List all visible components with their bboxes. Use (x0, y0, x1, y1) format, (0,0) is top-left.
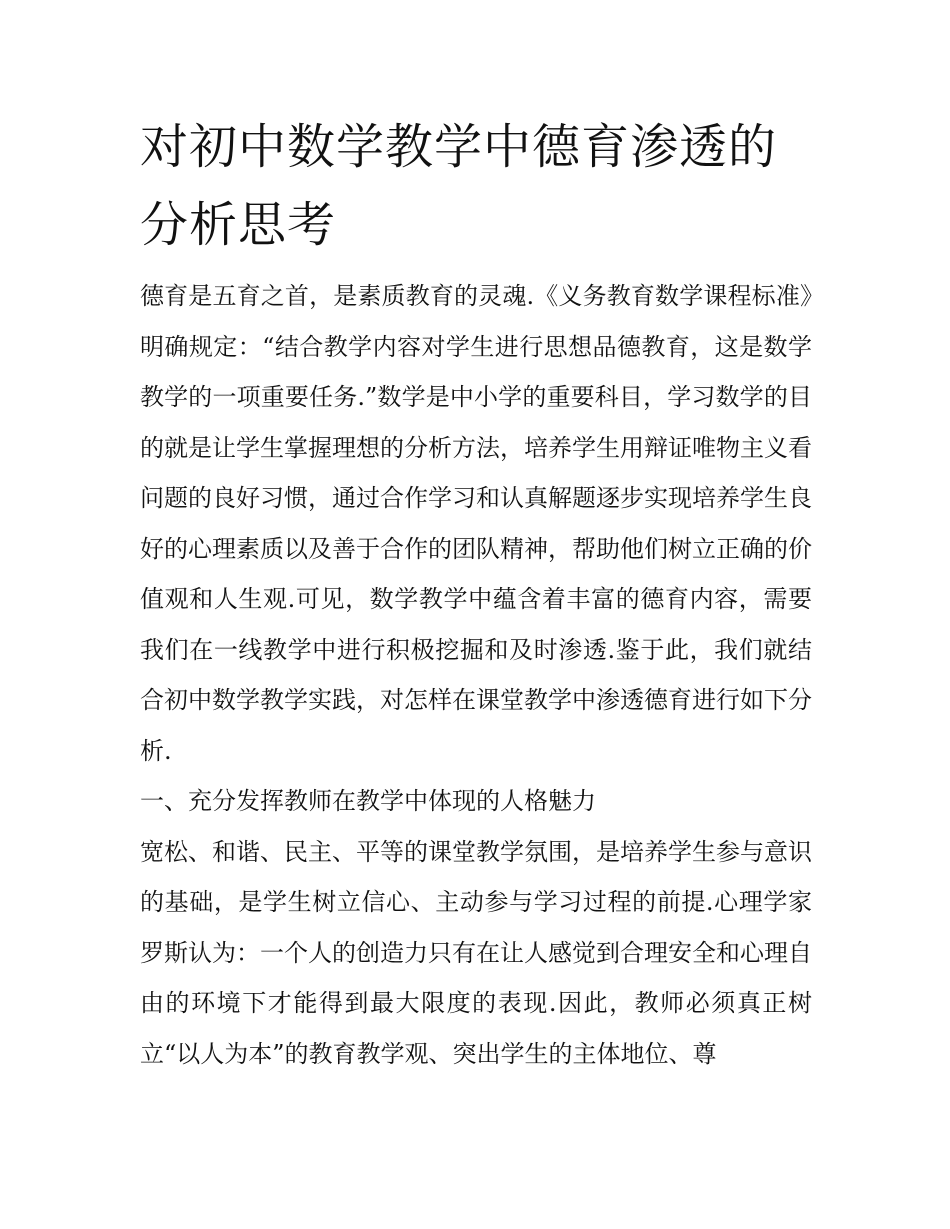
document-content (140, 108, 812, 1079)
document-title: 对初中数学教学中德育渗透的分析思考 (140, 119, 778, 253)
intro-paragraph: 德育是五育之首，是素质教育的灵魂.《义务教育数学课程标准》明确规定：“结合教学内容对学生进行思想品德教育，这是数学教学的一项重要任务.”数学是中小学的重要科目，学习数学的目的就是让学生掌握理想的分析方法，培养学生用辩证唯物主义看问题的良好习惯，通过合作学习和认真解题逐步实现培养学生良好的心理素质以及善于合作的团队精神，帮助他们树立正确的价值观和人生观.可见，数学教学中蕴含着丰富的德育内容，需要我们在一线教学中进行积极挖掘和及时渗透.鉴于此，我们就结合初中数学教学实践，对怎样在课堂教学中渗透德育进行如下分析. (140, 282, 812, 765)
section-paragraph: 宽松、和谐、民主、平等的课堂教学氛围，是培养学生参与意识的基础，是学生树立信心、主动参与学习过程的前提.心理学家罗斯认为：一个人的创造力只有在让人感觉到合理安全和心理自由的环境下才能得到最大限度的表现.因此，教师必须真正树立“以人为本”的教育教学观、突出学生的主体地位、尊 (140, 837, 812, 1068)
section-heading: 一、充分发挥教师在教学中体现的人格魅力 (140, 787, 596, 815)
